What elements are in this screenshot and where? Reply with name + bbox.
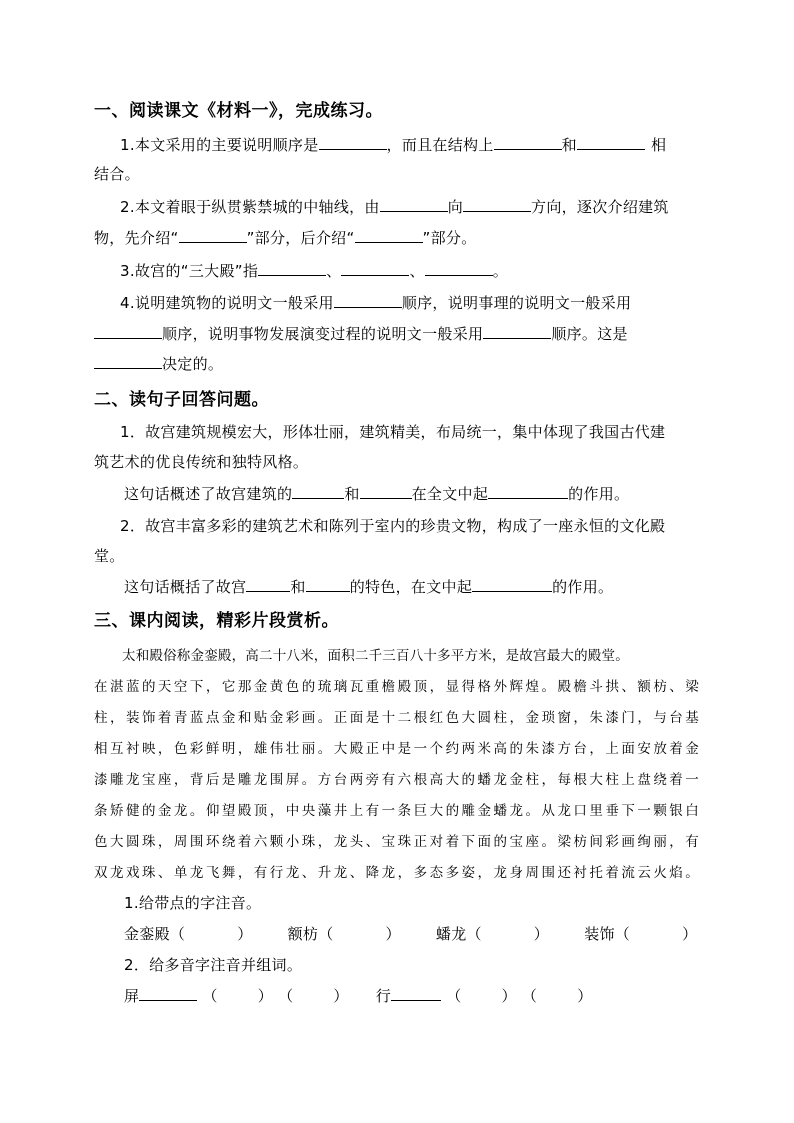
answer-blank[interactable] (380, 197, 448, 212)
pinyin-item: 金銮殿（ ） (124, 925, 253, 943)
s2-q1-line1: 1．故宫建筑规模宏大，形体壮丽，建筑精美，布局统一，集中体现了我国古代建 (120, 423, 666, 441)
s2-q1-ask: 这句话概述了故宫建筑的 和 在全文中起 的作用。 (124, 485, 630, 503)
answer-blank[interactable] (334, 293, 402, 308)
pinyin-item: 装饰（ ） (584, 925, 698, 943)
answer-blank[interactable] (391, 986, 441, 1001)
passage-line: 柱，装饰着青蓝点金和贴金彩画。正面是十二根红色大圆柱，金琐窗，朱漆门，与台基 (94, 710, 699, 726)
section1-title: 一、阅读课文《材料一》，完成练习。 (94, 101, 383, 121)
answer-blank[interactable] (425, 261, 493, 276)
s2-q1-line2: 筑艺术的优良传统和独特风格。 (94, 453, 309, 471)
answer-blank[interactable] (360, 484, 412, 499)
answer-blank[interactable] (488, 484, 568, 499)
s1-q4-line2: 顺序，说明事物发展演变过程的说明文一般采用 顺序。这是 (94, 323, 628, 344)
answer-blank[interactable] (577, 135, 645, 150)
section3-title: 三、课内阅读，精彩片段赏析。 (94, 611, 339, 631)
answer-blank[interactable] (258, 261, 326, 276)
s3-q1: 1.给带点的字注音。 (124, 894, 262, 912)
s2-q2-line2: 堂。 (94, 547, 125, 565)
s1-q4-line3: 决定的。 (94, 353, 223, 374)
answer-blank[interactable] (494, 135, 562, 150)
answer-blank[interactable] (306, 577, 350, 592)
s1-q2-line2: 物，先介绍“ ”部分，后介绍“ ”部分。 (94, 229, 477, 247)
s2-q2-ask: 这句话概括了故宫 和 的特色，在文中起 的作用。 (124, 578, 614, 596)
s1-q1-line1: 1.本文采用的主要说明顺序是 ，而且在结构上 和 相 (120, 136, 667, 154)
s1-q4-line1: 4.说明建筑物的说明文一般采用 顺序，说明事理的说明文一般采用 (120, 294, 632, 312)
s3-q1-items (124, 923, 697, 944)
answer-blank[interactable] (139, 986, 197, 1001)
passage-line: 双龙戏珠、单龙飞舞，有行龙、升龙、降龙，多态多姿，龙身周围还衬托着流云火焰。 (94, 865, 699, 881)
passage-line: 色大圆珠，周围环绕着六颗小珠，龙头、宝珠正对着下面的宝座。梁枋间彩画绚丽，有 (94, 834, 699, 850)
s2-q2-line1: 2．故宫丰富多彩的建筑艺术和陈列于室内的珍贵文物，构成了一座永恒的文化殿 (120, 517, 666, 535)
s1-q1-line2: 结合。 (94, 165, 140, 183)
answer-blank[interactable] (94, 324, 162, 339)
s1-q2-line1: 2.本文着眼于纵贯紫禁城的中轴线，由 向 方向，逐次介绍建筑 (120, 198, 669, 216)
passage-line: 在湛蓝的天空下，它那金黄色的琉璃瓦重檐殿顶，显得格外辉煌。殿檐斗拱、额枋、梁 (94, 679, 699, 695)
section2-title: 二、读句子回答问题。 (94, 390, 269, 410)
answer-blank[interactable] (319, 135, 387, 150)
s3-q2-items: 屏 （ ） （ ） 行 （ ） （ ） (124, 987, 593, 1005)
answer-blank[interactable] (463, 197, 531, 212)
answer-blank[interactable] (292, 484, 344, 499)
passage-line: 太和殿俗称金銮殿，高二十八米，面积二千三百八十多平方米，是故宫最大的殿堂。 (122, 648, 629, 664)
pinyin-item: 额枋（ ） (287, 925, 401, 943)
answer-blank[interactable] (246, 577, 290, 592)
passage-line: 条矫健的金龙。仰望殿顶，中央藻井上有一条巨大的雕金蟠龙。从龙口里垂下一颗银白 (94, 803, 699, 819)
answer-blank[interactable] (355, 228, 423, 243)
passage-line: 漆雕龙宝座，背后是雕龙围屏。方台两旁有六根高大的蟠龙金柱，每根大柱上盘绕着一 (94, 772, 699, 788)
s1-q3: 3.故宫的“三大殿”指 、 、 。 (120, 262, 509, 280)
answer-blank[interactable] (341, 261, 409, 276)
s3-q2: 2．给多音字注音并组词。 (124, 956, 303, 974)
answer-blank[interactable] (94, 354, 162, 369)
answer-blank[interactable] (483, 324, 551, 339)
answer-blank[interactable] (472, 577, 552, 592)
pinyin-item: 蟠龙（ ） (435, 925, 550, 943)
answer-blank[interactable] (179, 228, 247, 243)
passage-line: 相互衬映，色彩鲜明，雄伟壮丽。大殿正中是一个约两米高的朱漆方台，上面安放着金 (94, 741, 699, 757)
